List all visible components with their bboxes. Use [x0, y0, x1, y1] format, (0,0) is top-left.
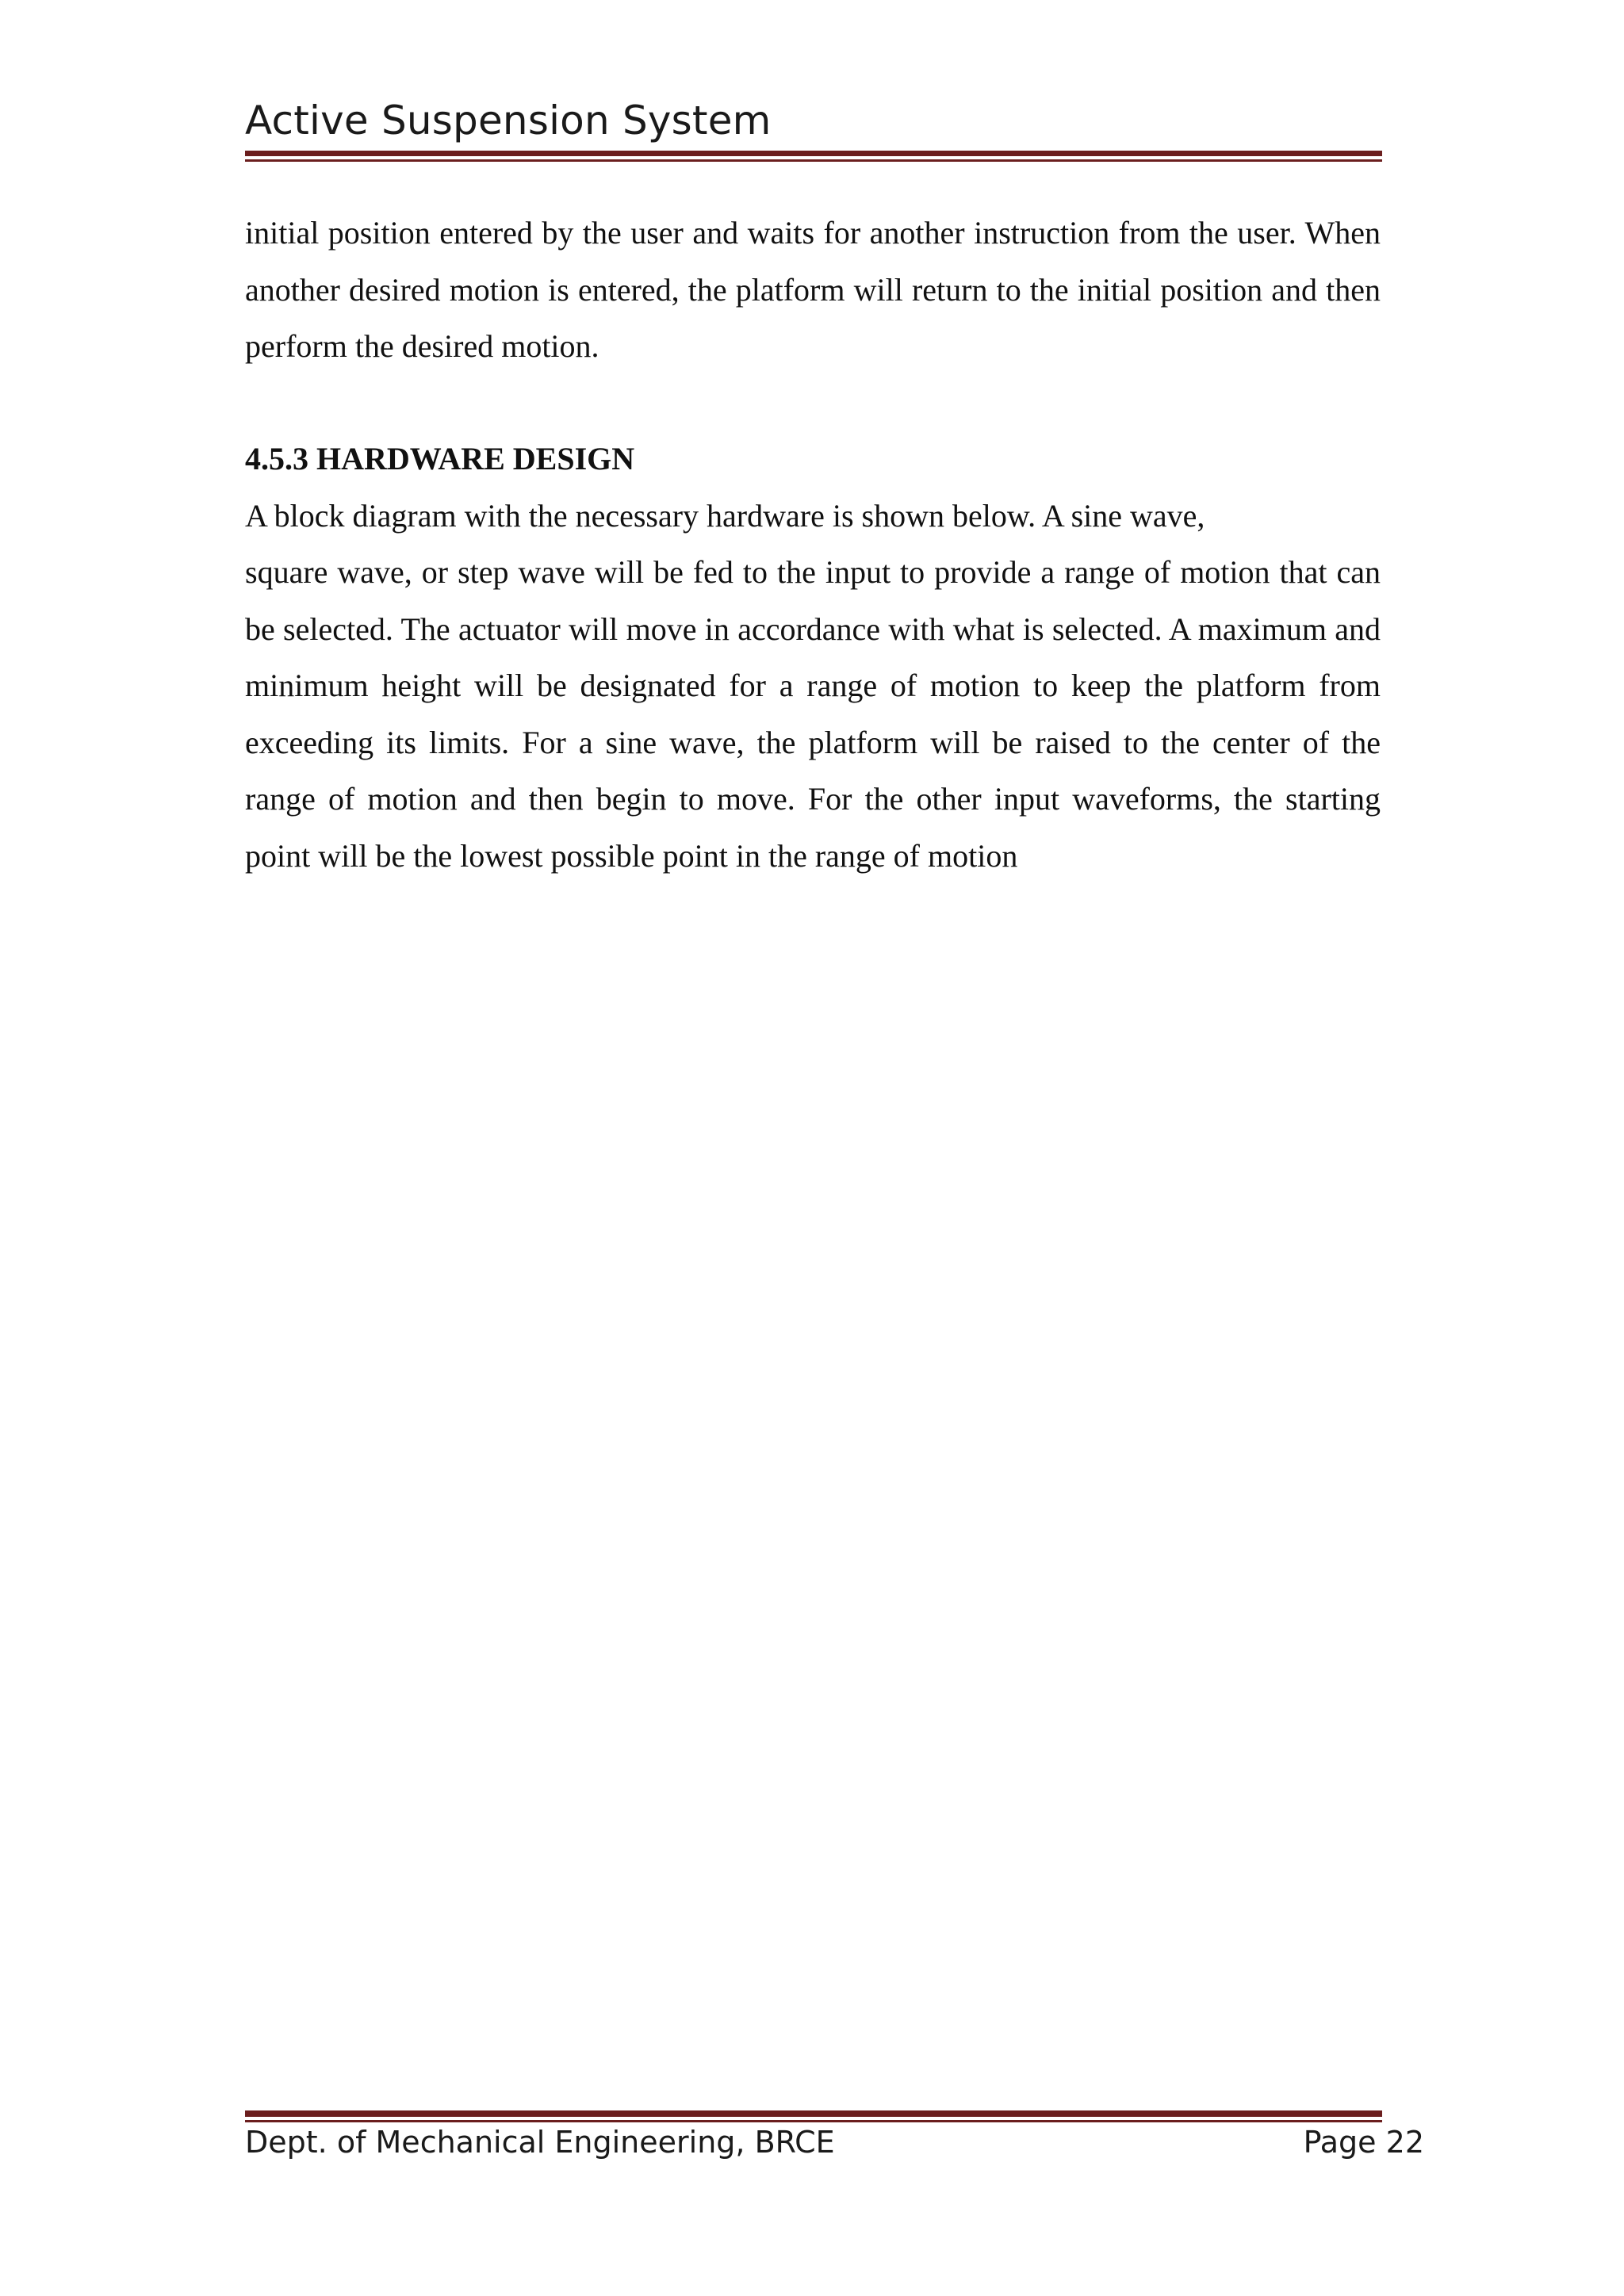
running-header-title: Active Suspension System [245, 98, 772, 144]
page-body [245, 205, 1381, 884]
header-rule [245, 151, 1382, 156]
section-heading: 4.5.3 HARDWARE DESIGN [245, 440, 635, 476]
header-rule-thin [245, 159, 1382, 162]
page-number: Page 22 [1303, 2125, 1424, 2160]
section-first-line: A block diagram with the necessary hardware is shown below. A sine wave, [245, 497, 1205, 534]
footer-rule [245, 2110, 1382, 2117]
footer-department: Dept. of Mechanical Engineering, BRCE [245, 2125, 835, 2160]
section-paragraph: square wave, or step wave will be fed to the input to provide a range of motion that can be selected. The actuator will move in accordance with what is selected. A maximum and minimum height will be designated for a range of motion to keep the platform from exceeding its limits. For a sine wave, the platform will be raised to the center of the range of motion and then begin to move. For the other input waveforms, the starting point will be the lowest possible point in the range of motion [245, 554, 1381, 874]
intro-paragraph: initial position entered by the user and waits for another instruction from the user. When another desired motion is entered, the platform will return to the initial position and then perform the desired motion. [245, 215, 1381, 364]
